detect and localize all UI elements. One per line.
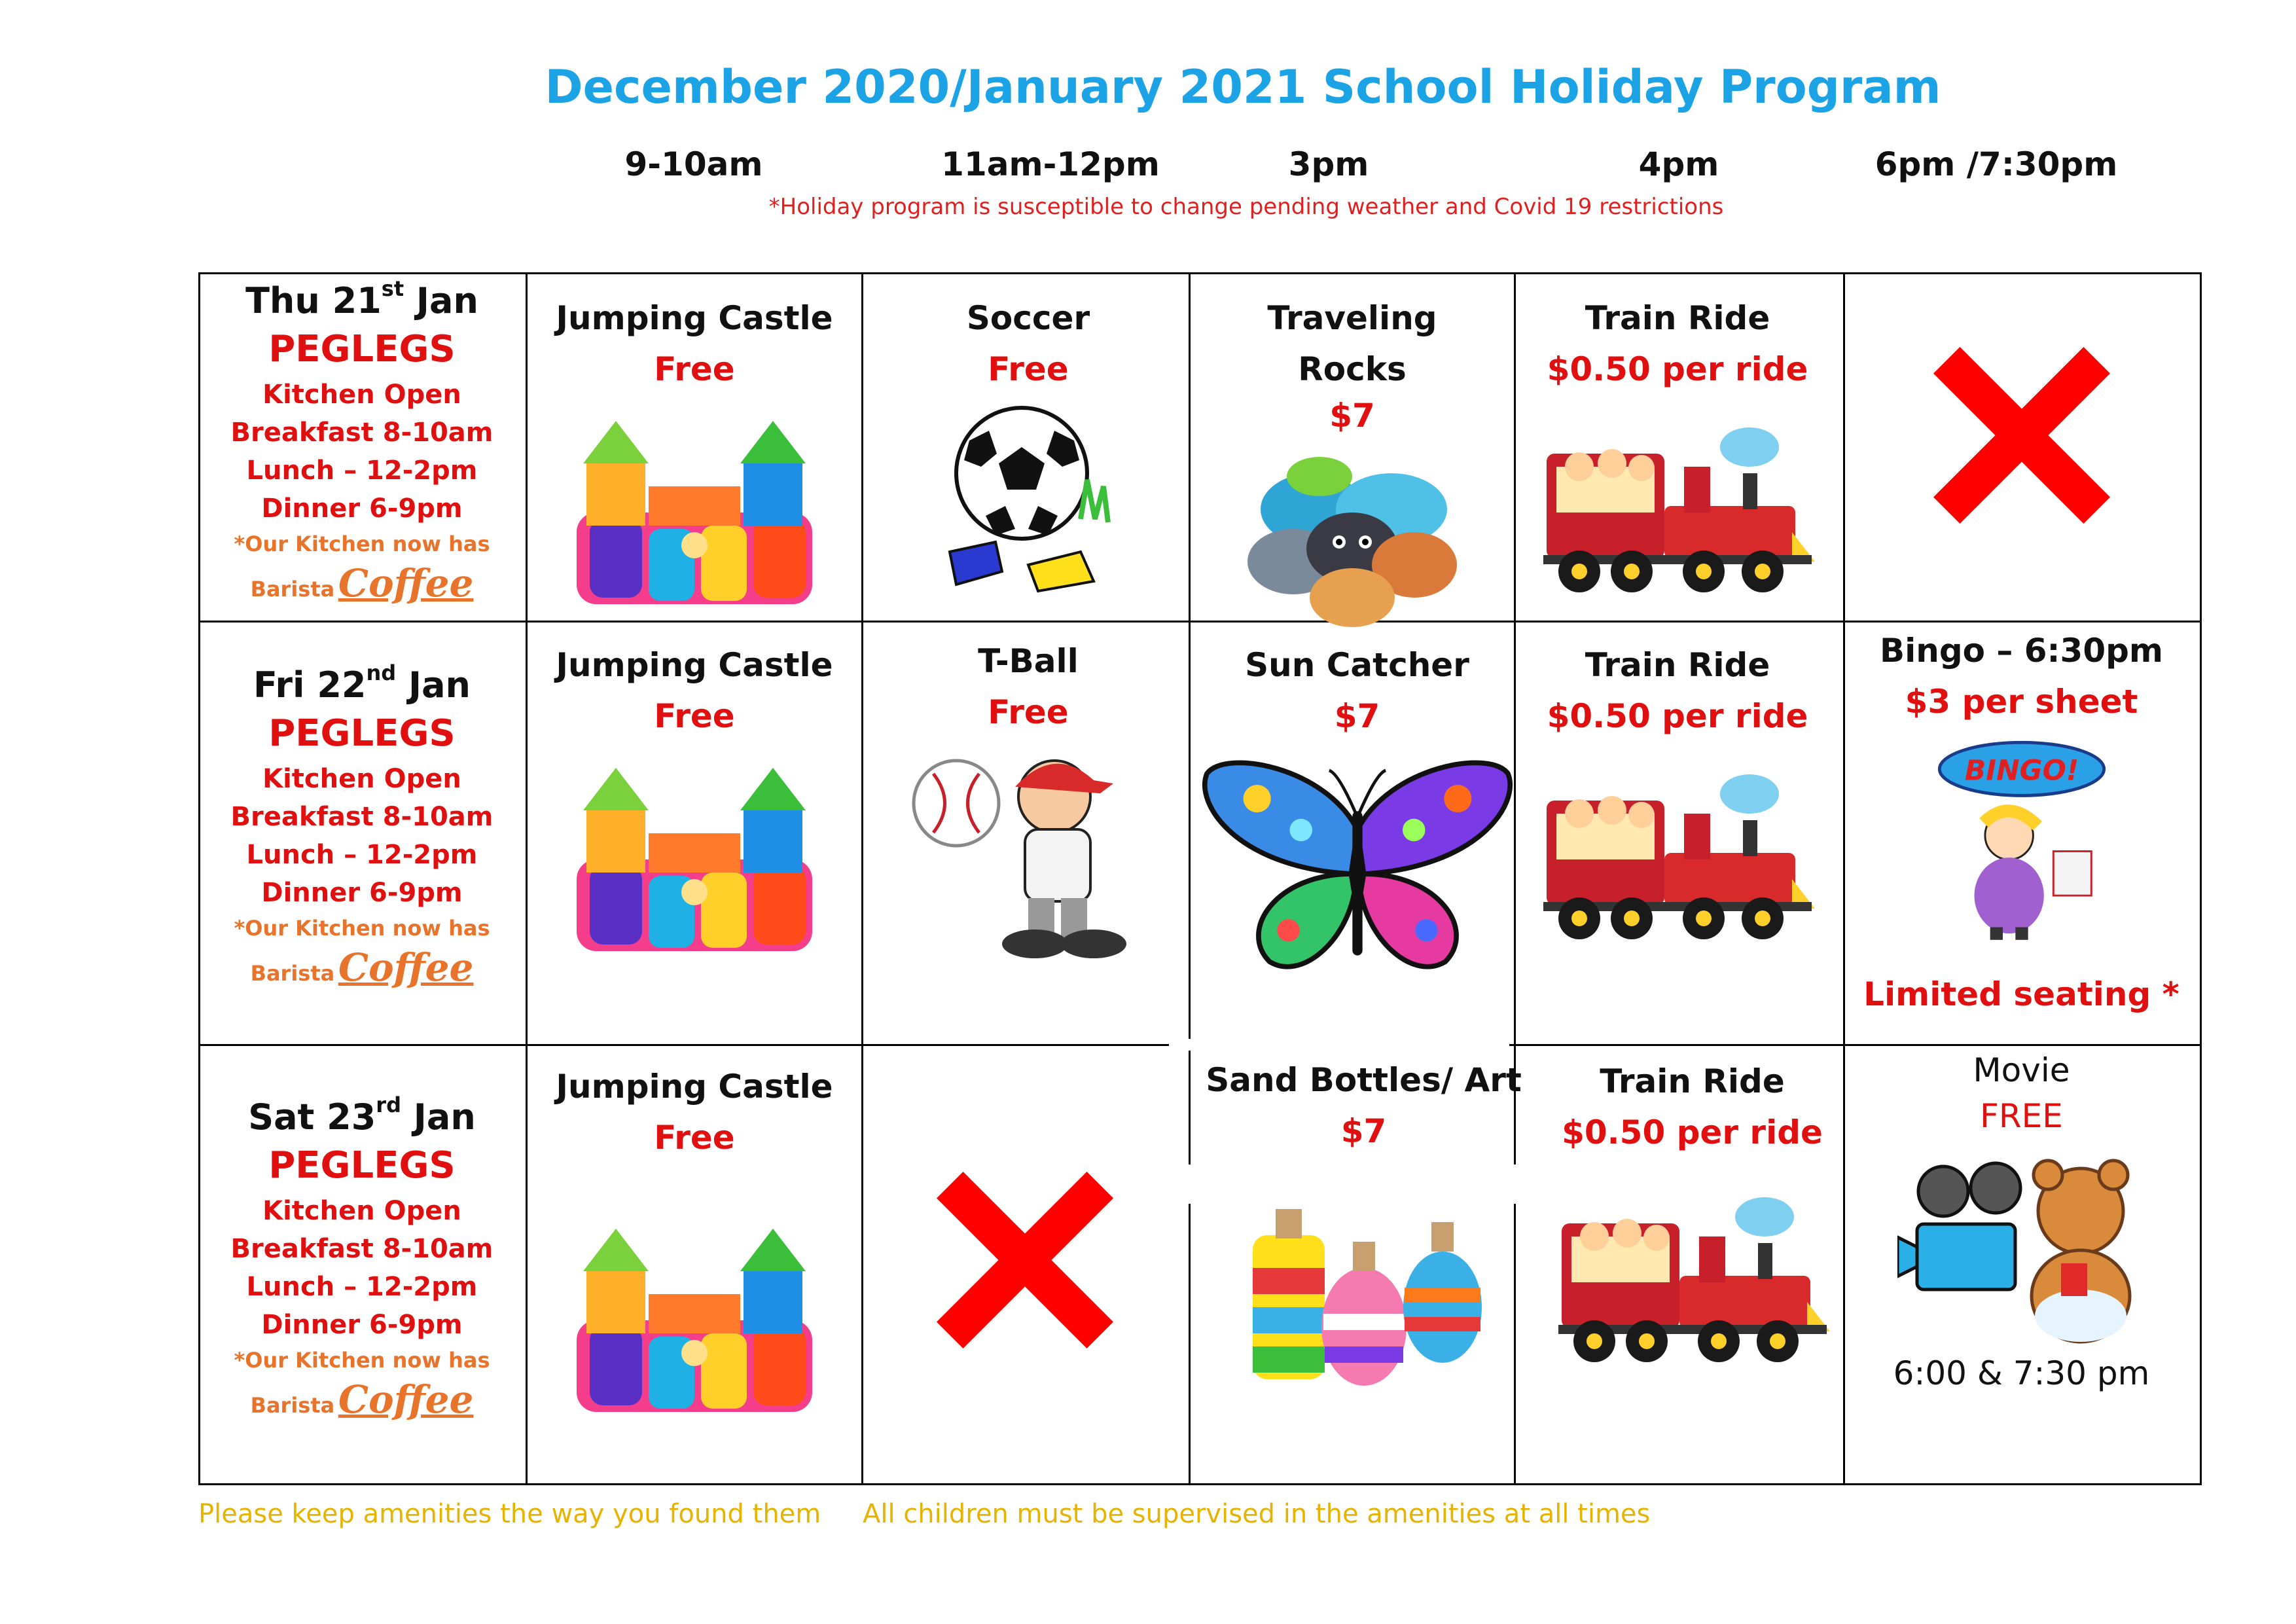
activity-price: $3 per sheet — [1905, 682, 2138, 721]
kitchen-open: Kitchen Open — [262, 763, 461, 794]
train-icon — [1534, 414, 1821, 611]
bingo-lady-icon — [1927, 740, 2117, 943]
tball-player-icon — [904, 744, 1153, 967]
barista-coffee: Barista Coffee — [250, 1377, 474, 1422]
bouncy-castle-icon — [550, 761, 838, 958]
activity-name: Jumping Castle — [556, 1068, 833, 1106]
footer-note-supervision: All children must be supervised in the amenities at all times — [863, 1499, 1651, 1529]
bouncy-castle-icon — [550, 414, 838, 611]
activity-name: Sand Bottles/ Art — [1206, 1061, 1522, 1099]
activity-name: Bingo – 6:30pm — [1879, 632, 2164, 670]
day-label: Thu 21st Jan — [245, 276, 478, 321]
activity-name: T-Ball — [978, 642, 1079, 680]
train-icon — [1549, 1184, 1837, 1380]
activity-jumping-castle — [528, 293, 861, 611]
time-header-4pm: 4pm — [1638, 145, 1719, 183]
activity-sand-bottles — [1189, 1055, 1539, 1392]
activity-name: Soccer — [966, 299, 1090, 337]
limited-seating-note: Limited seating * — [1863, 975, 2179, 1013]
time-header-6pm-730pm: 6pm /7:30pm — [1874, 145, 2118, 183]
activity-name: Sun Catcher — [1245, 646, 1469, 684]
activity-name-line1: Traveling — [1267, 299, 1437, 337]
activity-sun-catcher — [1189, 640, 1526, 981]
day-label: Sat 23rd Jan — [248, 1092, 476, 1138]
covid-notice: *Holiday program is susceptible to change pending weather and Covid 19 restrictions — [768, 194, 1724, 220]
venue-name: PEGLEGS — [268, 327, 456, 370]
lunch-hours: Lunch – 12-2pm — [246, 839, 478, 870]
breakfast-hours: Breakfast 8-10am — [230, 801, 493, 832]
barista-coffee: Barista Coffee — [250, 945, 474, 990]
dinner-hours: Dinner 6-9pm — [261, 493, 463, 524]
activity-movie — [1843, 1047, 2200, 1399]
activity-train-ride — [1514, 293, 1841, 611]
activity-price: Free — [654, 1118, 735, 1157]
activity-tball — [861, 636, 1195, 967]
dinner-hours: Dinner 6-9pm — [261, 877, 463, 908]
activity-jumping-castle — [528, 640, 861, 958]
painted-rocks-icon — [1241, 437, 1463, 634]
footer-note-amenities: Please keep amenities the way you found them — [198, 1499, 821, 1529]
barista-coffee: Barista Coffee — [250, 561, 474, 606]
kitchen-note: *Our Kitchen now has — [234, 915, 490, 941]
bingo-bubble-text: BINGO! — [1964, 755, 2079, 787]
activity-price: FREE — [1980, 1097, 2063, 1135]
movie-times: 6:00 & 7:30 pm — [1893, 1354, 2150, 1392]
activity-traveling-rocks — [1189, 293, 1516, 634]
butterfly-icon — [1200, 755, 1515, 981]
time-header-3pm: 3pm — [1288, 145, 1369, 183]
activity-price: $0.50 per ride — [1547, 696, 1808, 735]
activity-name: Movie — [1973, 1051, 2070, 1089]
day-cell-thu — [200, 276, 524, 606]
red-cross-icon — [1933, 347, 2110, 524]
day-cell-sat — [200, 1092, 524, 1422]
activity-name: Train Ride — [1585, 646, 1770, 684]
activity-train-ride — [1514, 1056, 1871, 1380]
cell-gap — [1169, 1039, 1509, 1051]
activity-price: $0.50 per ride — [1562, 1113, 1823, 1151]
day-label: Fri 22nd Jan — [253, 660, 471, 706]
activity-soccer — [861, 293, 1195, 598]
lunch-hours: Lunch – 12-2pm — [246, 1271, 478, 1302]
time-header-11am-12pm: 11am-12pm — [941, 145, 1160, 183]
activity-price: Free — [988, 693, 1069, 731]
soccer-ball-icon — [924, 401, 1133, 598]
kitchen-note: *Our Kitchen now has — [234, 1347, 490, 1373]
activity-name: Train Ride — [1585, 299, 1770, 337]
activity-price: $0.50 per ride — [1547, 350, 1808, 388]
sand-bottles-icon — [1233, 1183, 1495, 1392]
breakfast-hours: Breakfast 8-10am — [230, 1233, 493, 1264]
activity-name: Jumping Castle — [556, 299, 833, 337]
activity-price: $7 — [1340, 1111, 1387, 1150]
activity-price: Free — [988, 350, 1069, 388]
day-cell-fri — [200, 660, 524, 990]
kitchen-open: Kitchen Open — [262, 379, 461, 410]
slot-unavailable — [861, 1172, 1189, 1348]
venue-name: PEGLEGS — [268, 1144, 456, 1187]
kitchen-open: Kitchen Open — [262, 1195, 461, 1226]
activity-price: Free — [654, 350, 735, 388]
activity-jumping-castle — [528, 1062, 861, 1418]
bouncy-castle-icon — [550, 1222, 838, 1418]
venue-name: PEGLEGS — [268, 712, 456, 755]
movie-bear-icon — [1897, 1152, 2146, 1348]
page-title: December 2020/January 2021 School Holiday Program — [545, 60, 1941, 114]
dinner-hours: Dinner 6-9pm — [261, 1309, 463, 1340]
activity-name-line2: Rocks — [1298, 350, 1407, 388]
activity-price: $7 — [1334, 696, 1380, 735]
kitchen-note: *Our Kitchen now has — [234, 531, 490, 556]
activity-bingo — [1843, 626, 2200, 1020]
activity-name: Train Ride — [1600, 1062, 1785, 1100]
activity-name: Jumping Castle — [556, 646, 833, 684]
activity-price: Free — [654, 696, 735, 735]
slot-unavailable — [1843, 347, 2200, 524]
lunch-hours: Lunch – 12-2pm — [246, 455, 478, 486]
breakfast-hours: Breakfast 8-10am — [230, 417, 493, 448]
time-header-9-10am: 9-10am — [624, 145, 763, 183]
activity-price: $7 — [1329, 397, 1375, 435]
activity-train-ride — [1514, 640, 1841, 958]
train-icon — [1534, 761, 1821, 958]
red-cross-icon — [937, 1172, 1113, 1348]
